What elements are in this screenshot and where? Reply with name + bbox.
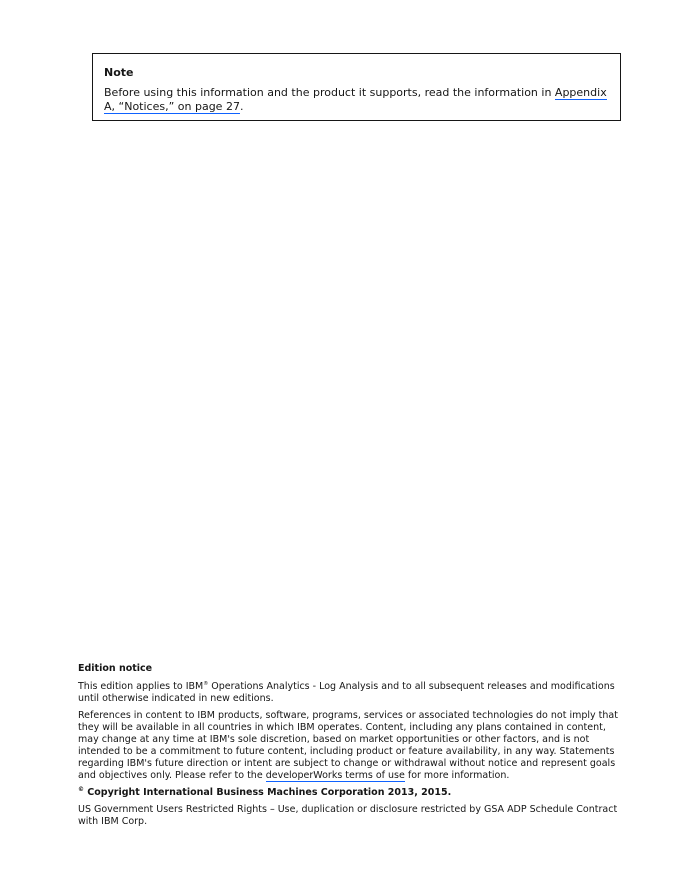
developerworks-terms-link[interactable]: developerWorks terms of use (265, 770, 405, 781)
edition-paragraph-2-start: References in content to IBM products, software, programs, services or associated technologies do not imply that they will be available in all countries in which IBM operates. Content, including any plans contained in content, may change at any time at IBM's sole discretion, based on market opportunities or other factors, and is not intended to be a commitment to future content, including product or feature availability, in any way. Statements regarding IBM's future direction or intent are subject to change or withdrawal without notice and represent goals and objectives only. Please refer to the (78, 710, 618, 781)
copyright-symbol: © (78, 785, 84, 793)
edition-paragraph-1-end: Operations Analytics - Log Analysis and to all subsequent releases and modifications until otherwise indicated in new editions. (78, 681, 615, 704)
registered-mark: ® (203, 680, 209, 687)
note-text-before: Before using this information and the product it supports, read the information in (104, 86, 555, 99)
edition-notice-title: Edition notice (78, 663, 153, 674)
edition-paragraph-2 (78, 710, 623, 782)
copyright-text: Copyright International Business Machines Corporation 2013, 2015. (84, 787, 452, 798)
note-box (92, 53, 621, 121)
restricted-rights-text: US Government Users Restricted Rights – Use, duplication or disclosure restricted by GSA ADP Schedule Contract with IBM Corp. (78, 804, 618, 827)
edition-paragraph-1 (78, 681, 623, 705)
edition-notice (78, 663, 623, 833)
copyright-line (78, 787, 623, 799)
note-text (104, 86, 609, 113)
note-text-after: . (239, 99, 244, 113)
notices-appendix-link[interactable]: Appendix A, “Notices,” on page 27 (104, 86, 607, 113)
note-title: Note (104, 66, 134, 79)
edition-paragraph-1-start: This edition applies to IBM (78, 681, 204, 692)
edition-paragraph-2-end: for more information. (404, 770, 510, 781)
